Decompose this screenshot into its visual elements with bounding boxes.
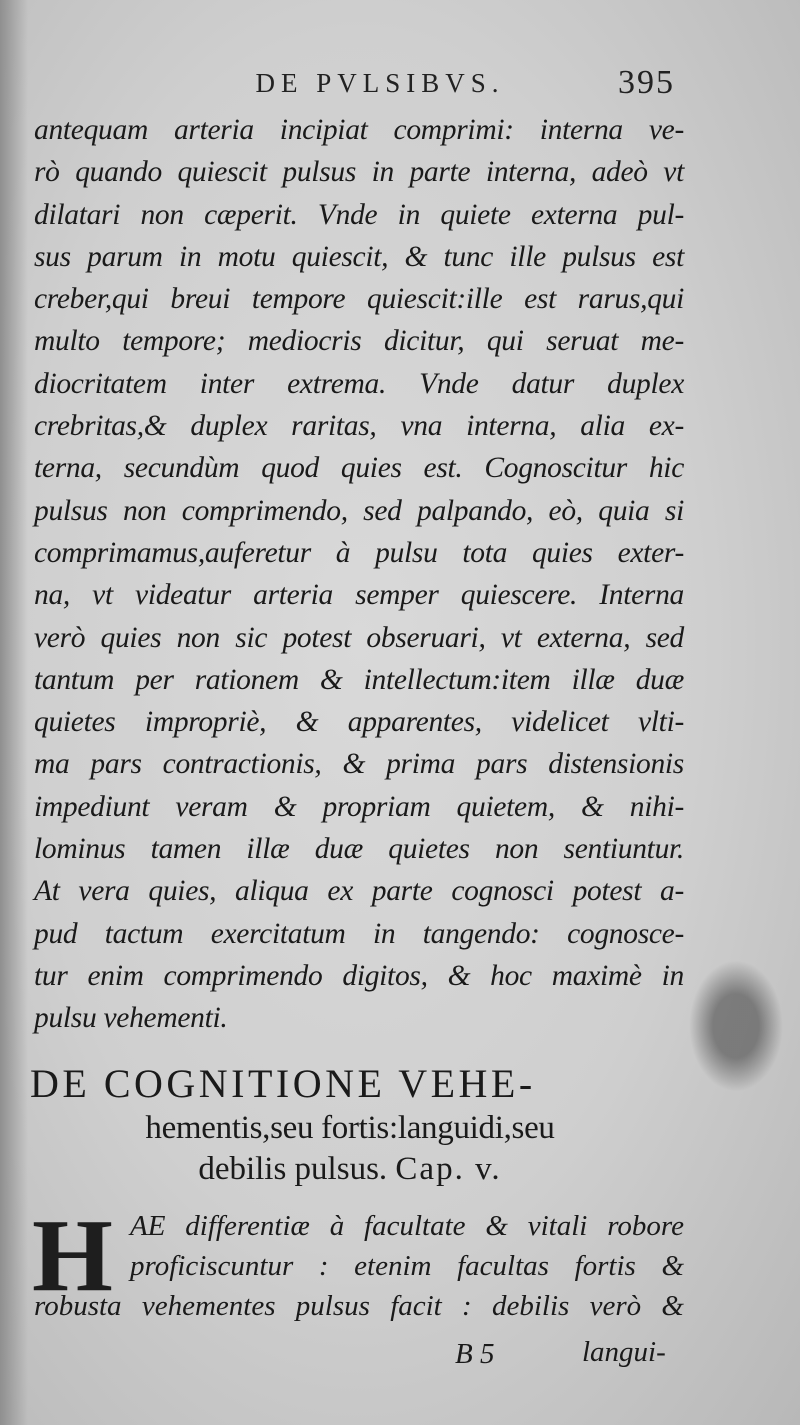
chapter-number: Cap. v. [395,1151,502,1187]
text-line: crebritas,& duplex raritas, vna interna, alia ex- [34,410,684,443]
text-line: lominus tamen illæ duæ quietes non sentiuntur. [34,833,684,866]
page-gutter-shadow [0,0,28,1425]
text-line: pulsus non comprimendo, sed palpando, eò, quia si [34,494,684,527]
text-line: robusta vehementes pulsus facit : debilis verò & [34,1290,684,1322]
body-text [34,109,684,1040]
text-line: pulsu vehementi. [34,1002,228,1035]
chapter-title-line: DE COGNITIONE VEHE- [30,1061,536,1106]
text-line: terna, secundùm quod quies est. Cognoscitur hic [34,452,684,485]
text-line: AE differentiæ à facultate & vitali robore [130,1210,684,1242]
text-line: rò quando quiescit pulsus in parte interna, adeò vt [34,156,684,189]
text-line: impediunt veram & propriam quietem, & nihi- [34,790,684,823]
paragraph-text [32,1198,684,1326]
text-line: tantum per rationem & intellectum:item illæ duæ [34,663,684,696]
text-line: na, vt videatur arteria semper quiescere. Interna [34,579,684,612]
text-line: verò quies non sic potest obseruari, vt externa, sed [34,621,684,654]
text-line: pud tactum exercitatum in tangendo: cognosce- [34,917,684,950]
running-head: DE PVLSIBVS. [255,68,505,98]
drop-cap: H [32,1198,113,1313]
chapter-title-text: debilis pulsus. [198,1151,388,1187]
text-line: ma pars contractionis, & prima pars distensionis [34,748,684,781]
text-line: diocritatem inter extrema. Vnde datur duplex [34,367,684,400]
catchword: langui- [582,1336,666,1368]
text-line: antequam arteria incipiat comprimi: interna ve- [34,114,684,146]
chapter-title [30,1060,670,1190]
text-line: sus parum in motu quiescit, & tunc ille pulsus est [34,240,684,273]
text-line: comprimamus,auferetur à pulsu tota quies exter- [34,536,684,569]
text-line: tur enim comprimendo digitos, & hoc maximè in [34,959,684,992]
signature-mark: B 5 [455,1338,495,1370]
text-line: creber,qui breui tempore quiescit:ille est rarus,qui [34,283,684,316]
chapter-title-line: hementis,seu fortis:languidi,seu [145,1110,555,1146]
text-line: dilatari non cæperit. Vnde in quiete externa pul- [34,198,684,231]
text-line: At vera quies, aliqua ex parte cognosci potest a- [34,875,684,908]
chapter-title-line [30,1148,670,1190]
text-line: proficiscuntur : etenim facultas fortis & [130,1250,684,1282]
text-line: quietes impropriè, & apparentes, videlicet vlti- [34,706,684,739]
text-line: multo tempore; mediocris dicitur, qui seruat me- [34,325,684,358]
page-number: 395 [618,64,675,101]
